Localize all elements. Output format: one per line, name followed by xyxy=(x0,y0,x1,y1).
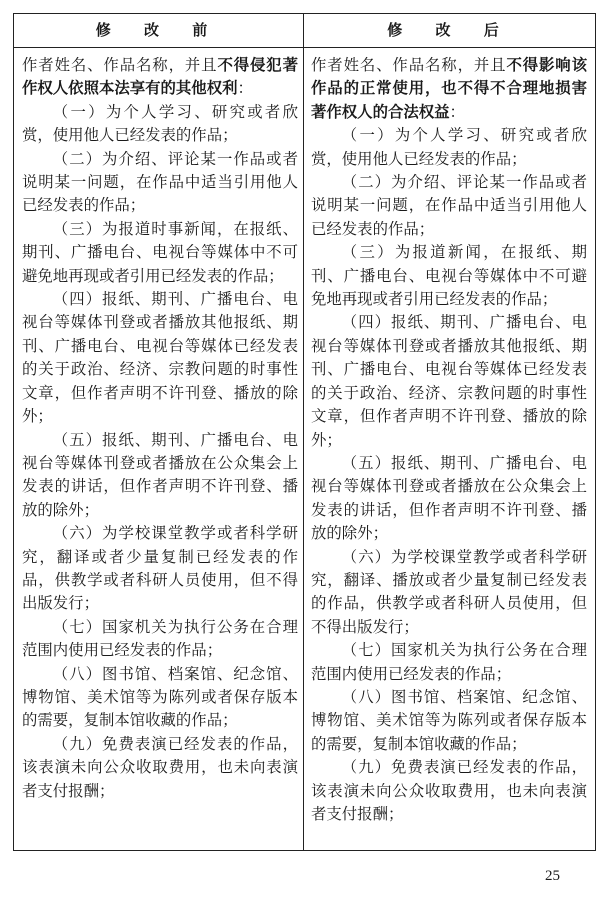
after-item: （六）为学校课堂教学或者科学研究，翻译、播放或者少量复制已经发表的作品，供教学或者科研人员使用，但不得出版发行； xyxy=(311,547,587,636)
before-column xyxy=(22,54,298,803)
before-item: （九）免费表演已经发表的作品，该表演未向公众收取费用，也未向表演者支付报酬； xyxy=(22,734,298,800)
after-intro xyxy=(311,54,587,124)
after-intro-emphasis: 不得影响该作品的正常使用，也不得不合理地损害著作权人的合法权益 xyxy=(311,56,587,121)
page-number: 25 xyxy=(545,868,560,884)
comparison-table xyxy=(13,13,596,851)
after-column xyxy=(311,54,587,826)
after-item: （七）国家机关为执行公务在合理范围内使用已经发表的作品； xyxy=(311,641,587,683)
header-divider xyxy=(14,47,595,48)
after-item: （五）报纸、期刊、广播电台、电视台等媒体刊登或者播放在公众集会上发表的讲话，但作者声明不许刊登、播放的除外； xyxy=(311,453,587,543)
after-item: （二）为介绍、评论某一作品或者说明某一问题，在作品中适当引用他人已经发表的作品； xyxy=(311,173,587,238)
after-item: （四）报纸、期刊、广播电台、电视台等媒体刊登或者播放其他报纸、期刊、广播电台、电视台等媒体已经发表的关于政治、经济、宗教问题的时事性文章，但作者声明不许刊登、播放的除外； xyxy=(311,313,587,449)
before-intro xyxy=(22,54,298,101)
before-item: （七）国家机关为执行公务在合理范围内使用已经发表的作品； xyxy=(22,617,298,660)
before-intro-text: 作者姓名、作品名称，并且 xyxy=(22,56,218,74)
before-intro-end: ： xyxy=(237,79,253,98)
before-item: （六）为学校课堂教学或者科学研究，翻译或者少量复制已经发表的作品，供教学或者科研人员使用，但不得出版发行； xyxy=(22,524,298,613)
before-item: （八）图书馆、档案馆、纪念馆、博物馆、美术馆等为陈列或者保存版本的需要，复制本馆收藏的作品； xyxy=(22,664,298,730)
before-item: （五）报纸、期刊、广播电台、电视台等媒体刊登或者播放在公众集会上发表的讲话，但作者声明不许刊登、播放的除外； xyxy=(22,430,298,519)
column-header-after: 修 改 后 xyxy=(387,21,513,39)
column-divider xyxy=(303,14,304,850)
after-intro-text: 作者姓名、作品名称，并且 xyxy=(311,56,507,74)
before-intro-emphasis: 不得侵犯著作权人依照本法享有的其他权利 xyxy=(22,56,298,98)
after-item: （三）为报道新闻，在报纸、期刊、广播电台、电视台等媒体中不可避免地再现或者引用已经发表的作品； xyxy=(311,243,587,309)
before-item: （一）为个人学习、研究或者欣赏，使用他人已经发表的作品； xyxy=(22,102,298,145)
after-item: （八）图书馆、档案馆、纪念馆、博物馆、美术馆等为陈列或者保存版本的需要，复制本馆收藏的作品； xyxy=(311,687,587,753)
before-item: （三）为报道时事新闻，在报纸、期刊、广播电台、电视台等媒体中不可避免地再现或者引用已经发表的作品； xyxy=(22,219,298,285)
after-intro-end: ： xyxy=(449,102,465,121)
before-item: （四）报纸、期刊、广播电台、电视台等媒体刊登或者播放其他报纸、期刊、广播电台、电视台等媒体已经发表的关于政治、经济、宗教问题的时事性文章，但作者声明不许刊登、播放的除外； xyxy=(22,290,298,426)
before-item: （二）为介绍、评论某一作品或者说明某一问题，在作品中适当引用他人已经发表的作品； xyxy=(22,149,298,215)
column-header-before: 修 改 前 xyxy=(95,21,222,39)
after-item: （一）为个人学习、研究或者欣赏，使用他人已经发表的作品； xyxy=(311,126,587,168)
after-item: （九）免费表演已经发表的作品，该表演未向公众收取费用，也未向表演者支付报酬； xyxy=(311,758,587,823)
